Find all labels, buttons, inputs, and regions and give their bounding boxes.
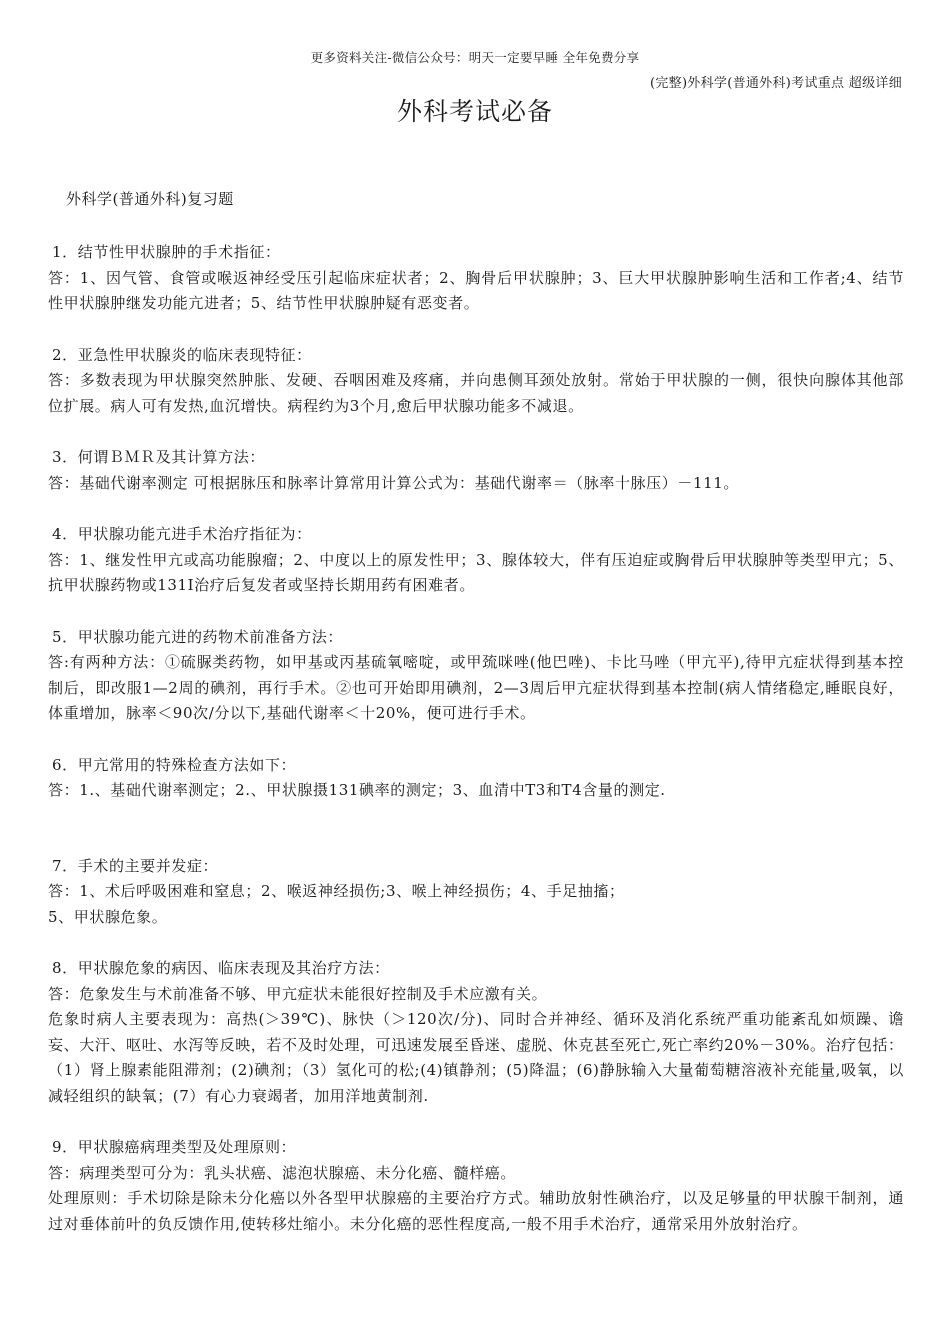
answer-symptoms: 危象时病人主要表现为：高热(＞39℃)、脉快（＞120次/分)、同时合并神经、循环及消化系统严重功能紊乱如烦躁、谵妄、大汗、呕吐、水泻等反映，若不及时处理，可迅速发展至昏迷、虚脱、休克甚至死亡,死亡率约20%－30%。治疗包括： [48, 1010, 904, 1054]
qa-item-7 [48, 854, 904, 931]
answer: 答：1、继发性甲亢或高功能腺瘤；2、中度以上的原发性甲；3、腺体较大，伴有压迫症或胸骨后甲状腺肿等类型甲亢；5、抗甲状腺药物或131I治疗后复发者或坚持长期用药有困难者。 [48, 550, 904, 594]
question: 6．甲亢常用的特殊检查方法如下： [52, 755, 297, 774]
qa-item-3 [48, 445, 904, 496]
question: 2．亚急性甲状腺炎的临床表现特征： [52, 345, 312, 364]
qa-list [48, 240, 904, 1263]
answer: 答:有两种方法：①硫脲类药物，如甲基或丙基硫氧嘧啶，或甲巯咪唑(他巴唑)、卡比马唑（甲亢平),待甲亢症状得到基本控制后，即改服1—2周的碘剂，再行手术。②也可开始即用碘剂，2—3周后甲亢症状得到基本控制(病人情绪稳定,睡眠良好，体重增加，脉率＜90次/分以下,基础代谢率＜十20%，便可进行手术。 [48, 653, 904, 722]
qa-item-8 [48, 956, 904, 1109]
page-title: 外科考试必备 [396, 97, 553, 126]
answer: 答：危象发生与术前准备不够、甲亢症状未能很好控制及手术应激有关。 [48, 984, 548, 1003]
section-subtitle: 外科学(普通外科)复习题 [66, 190, 234, 208]
answer: 答：病理类型可分为：乳头状癌、滤泡状腺癌、未分化癌、髓样癌。 [48, 1163, 517, 1182]
qa-item-6 [48, 753, 904, 804]
question: 3．何谓ＢＭＲ及其计算方法： [52, 448, 265, 466]
answer: 答：1、术后呼吸困难和窒息；2、喉返神经损伤;3、喉上神经损伤；4、手足抽搐； [48, 882, 625, 900]
qa-item-2 [48, 343, 904, 420]
question: 4．甲状腺功能亢进手术治疗指征为： [52, 525, 312, 543]
qa-item-9 [48, 1135, 904, 1237]
answer: 答：1.、基础代谢率测定；2.、甲状腺摄131碘率的测定；3、血清中T3和T4含量的测定. [48, 781, 666, 799]
answer: 答：1、因气管、食管或喉返神经受压引起临床症状者；2、胸骨后甲状腺肿；3、巨大甲状腺肿影响生活和工作者;4、结节性甲状腺肿继发功能亢进者；5、结节性甲状腺肿疑有恶变者。 [48, 268, 904, 312]
question: 9．甲状腺癌病理类型及处理原则： [52, 1138, 297, 1156]
qa-item-4 [48, 522, 904, 599]
answer-principle: 处理原则：手术切除是除未分化癌以外各型甲状腺癌的主要治疗方式。辅助放射性碘治疗，以及足够量的甲状腺干制剂，通过对垂体前叶的负反馈作用,使转移灶缩小。未分化癌的恶性程度高,一般不用手术治疗，通常采用外放射治疗。 [48, 1189, 904, 1233]
answer: 答：多数表现为甲状腺突然肿胀、发硬、吞咽困难及疼痛，并向患侧耳颈处放射。常始于甲状腺的一侧，很快向腺体其他部位扩展。病人可有发热,血沉增快。病程约为3个月,愈后甲状腺功能多不减退。 [48, 371, 904, 415]
question: 1．结节性甲状腺肿的手术指征： [52, 243, 281, 261]
question: 8．甲状腺危象的病因、临床表现及其治疗方法： [52, 959, 390, 977]
qa-item-5 [48, 625, 904, 727]
answer-treatment: （1）肾上腺素能阻滞剂；(2)碘剂；（3）氢化可的松;(4)镇静剂；(5)降温；(6)静脉输入大量葡萄糖溶液补充能量,吸氧，以减轻组织的缺氧；(7）有心力衰竭者，加用洋地黄制剂. [48, 1061, 904, 1105]
qa-item-1 [48, 240, 904, 317]
header-source-note: 更多资料关注-微信公众号：明天一定要早睡 全年免费分享 [310, 50, 640, 65]
answer: 答：基础代谢率测定 可根据脉压和脉率计算常用计算公式为：基础代谢率＝（脉率十脉压）－111。 [48, 473, 740, 492]
answer-continued: 5、甲状腺危象。 [48, 907, 168, 926]
header-doc-label: (完整)外科学(普通外科)考试重点 超级详细 [649, 76, 902, 91]
question: 5．甲状腺功能亢进的药物术前准备方法： [52, 627, 343, 646]
question: 7．手术的主要并发症： [52, 856, 219, 875]
